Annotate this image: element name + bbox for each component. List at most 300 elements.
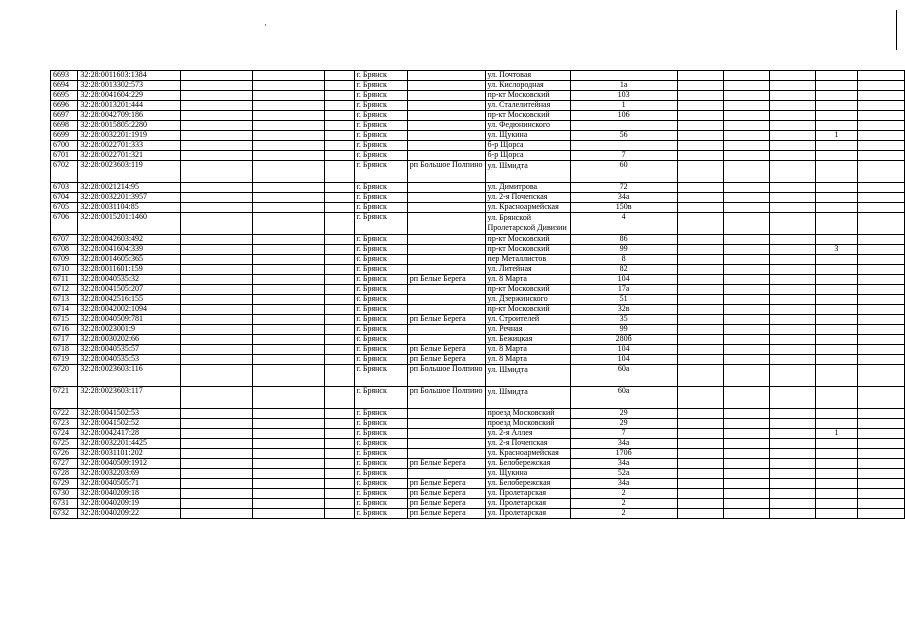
empty-cell-2: [253, 203, 325, 213]
empty-cell-3: [324, 499, 354, 509]
empty-cell-6: [769, 161, 815, 183]
empty-cell-1: [181, 213, 253, 235]
empty-cell-3: [324, 419, 354, 429]
empty-cell-7: [857, 285, 904, 295]
empty-cell-5: [723, 499, 769, 509]
empty-cell-2: [253, 255, 325, 265]
empty-cell-2: [253, 295, 325, 305]
empty-cell-7: [857, 355, 904, 365]
empty-cell-3: [324, 439, 354, 449]
empty-cell-5: [723, 121, 769, 131]
settlement-cell: [407, 151, 485, 161]
extra-number-cell: [815, 81, 857, 91]
city-cell: г. Брянск: [354, 449, 407, 459]
empty-cell-7: [857, 101, 904, 111]
empty-cell-4: [677, 265, 723, 275]
empty-cell-3: [324, 355, 354, 365]
empty-cell-2: [253, 151, 325, 161]
settlement-cell: [407, 265, 485, 275]
empty-cell-6: [769, 275, 815, 285]
building-cell: 60а: [570, 387, 677, 409]
building-cell: 29: [570, 419, 677, 429]
empty-cell-6: [769, 509, 815, 519]
cadastral-number-cell: 32:28:0031101:202: [78, 449, 181, 459]
empty-cell-1: [181, 509, 253, 519]
city-cell: г. Брянск: [354, 479, 407, 489]
empty-cell-5: [723, 335, 769, 345]
settlement-cell: [407, 111, 485, 121]
empty-cell-2: [253, 345, 325, 355]
empty-cell-7: [857, 509, 904, 519]
empty-cell-2: [253, 101, 325, 111]
settlement-cell: [407, 141, 485, 151]
row-number-cell: 6707: [51, 235, 78, 245]
row-number-cell: 6723: [51, 419, 78, 429]
empty-cell-1: [181, 275, 253, 285]
cadastral-number-cell: 32:28:0040535:32: [78, 275, 181, 285]
street-cell: ул. Красноармейская: [485, 449, 570, 459]
empty-cell-7: [857, 255, 904, 265]
building-cell: [570, 121, 677, 131]
empty-cell-4: [677, 355, 723, 365]
row-number-cell: 6725: [51, 439, 78, 449]
building-cell: 17а: [570, 285, 677, 295]
empty-cell-3: [324, 91, 354, 101]
street-cell: пр-кт Московский: [485, 111, 570, 121]
empty-cell-5: [723, 213, 769, 235]
cadastral-number-cell: 32:28:0032201:3957: [78, 193, 181, 203]
table-row: [51, 161, 905, 183]
empty-cell-5: [723, 325, 769, 335]
row-number-cell: 6729: [51, 479, 78, 489]
empty-cell-3: [324, 213, 354, 235]
empty-cell-7: [857, 305, 904, 315]
table-row: [51, 131, 905, 141]
street-cell: ул. Шмидта: [485, 161, 570, 183]
empty-cell-5: [723, 81, 769, 91]
table-row: [51, 325, 905, 335]
empty-cell-4: [677, 121, 723, 131]
settlement-cell: [407, 193, 485, 203]
empty-cell-4: [677, 325, 723, 335]
street-cell: ул. Почтовая: [485, 71, 570, 81]
city-cell: г. Брянск: [354, 499, 407, 509]
cadastral-number-cell: 32:28:0042417:28: [78, 429, 181, 439]
row-number-cell: 6724: [51, 429, 78, 439]
empty-cell-5: [723, 255, 769, 265]
empty-cell-7: [857, 71, 904, 81]
row-number-cell: 6693: [51, 71, 78, 81]
table-row: [51, 193, 905, 203]
empty-cell-6: [769, 213, 815, 235]
empty-cell-1: [181, 325, 253, 335]
empty-cell-2: [253, 459, 325, 469]
extra-number-cell: [815, 489, 857, 499]
settlement-cell: [407, 213, 485, 235]
settlement-cell: рп Белые Берега: [407, 345, 485, 355]
empty-cell-1: [181, 193, 253, 203]
empty-cell-7: [857, 131, 904, 141]
table-row: [51, 295, 905, 305]
empty-cell-5: [723, 345, 769, 355]
empty-cell-4: [677, 315, 723, 325]
table-row: [51, 459, 905, 469]
empty-cell-4: [677, 203, 723, 213]
cadastral-number-cell: 32:28:0041604:339: [78, 245, 181, 255]
settlement-cell: [407, 285, 485, 295]
building-cell: 7: [570, 429, 677, 439]
street-cell: ул. 2-я Почепская: [485, 193, 570, 203]
extra-number-cell: [815, 151, 857, 161]
empty-cell-4: [677, 439, 723, 449]
empty-cell-4: [677, 459, 723, 469]
empty-cell-6: [769, 265, 815, 275]
scan-speck: [265, 24, 266, 26]
city-cell: г. Брянск: [354, 111, 407, 121]
row-number-cell: 6694: [51, 81, 78, 91]
building-cell: 99: [570, 245, 677, 255]
empty-cell-3: [324, 235, 354, 245]
extra-number-cell: [815, 479, 857, 489]
empty-cell-7: [857, 387, 904, 409]
empty-cell-3: [324, 131, 354, 141]
street-cell: ул. Пролетарская: [485, 509, 570, 519]
empty-cell-1: [181, 161, 253, 183]
city-cell: г. Брянск: [354, 71, 407, 81]
empty-cell-6: [769, 183, 815, 193]
empty-cell-5: [723, 275, 769, 285]
empty-cell-7: [857, 295, 904, 305]
empty-cell-5: [723, 459, 769, 469]
empty-cell-5: [723, 151, 769, 161]
empty-cell-4: [677, 305, 723, 315]
extra-number-cell: [815, 235, 857, 245]
street-cell: ул. 8 Марта: [485, 275, 570, 285]
city-cell: г. Брянск: [354, 365, 407, 387]
empty-cell-7: [857, 499, 904, 509]
extra-number-cell: [815, 315, 857, 325]
row-number-cell: 6712: [51, 285, 78, 295]
row-number-cell: 6716: [51, 325, 78, 335]
extra-number-cell: [815, 265, 857, 275]
empty-cell-1: [181, 71, 253, 81]
settlement-cell: [407, 305, 485, 315]
cadastral-number-cell: 32:28:0041604:229: [78, 91, 181, 101]
table-row: [51, 235, 905, 245]
empty-cell-4: [677, 509, 723, 519]
building-cell: 29: [570, 409, 677, 419]
cadastral-number-cell: 32:28:0040535:57: [78, 345, 181, 355]
empty-cell-7: [857, 469, 904, 479]
table-row: [51, 213, 905, 235]
empty-cell-7: [857, 111, 904, 121]
extra-number-cell: [815, 459, 857, 469]
row-number-cell: 6705: [51, 203, 78, 213]
building-cell: 99: [570, 325, 677, 335]
cadastral-number-cell: 32:28:0023603:119: [78, 161, 181, 183]
empty-cell-3: [324, 365, 354, 387]
cadastral-number-cell: 32:28:0040535:53: [78, 355, 181, 365]
empty-cell-3: [324, 335, 354, 345]
table-row: [51, 305, 905, 315]
row-number-cell: 6704: [51, 193, 78, 203]
street-cell: ул. Брянской Пролетарской Дивизии: [485, 213, 570, 235]
building-cell: 86: [570, 235, 677, 245]
row-number-cell: 6728: [51, 469, 78, 479]
settlement-cell: [407, 183, 485, 193]
city-cell: г. Брянск: [354, 315, 407, 325]
building-cell: 104: [570, 275, 677, 285]
empty-cell-2: [253, 91, 325, 101]
empty-cell-6: [769, 141, 815, 151]
empty-cell-5: [723, 141, 769, 151]
empty-cell-3: [324, 81, 354, 91]
empty-cell-2: [253, 499, 325, 509]
empty-cell-5: [723, 245, 769, 255]
empty-cell-6: [769, 387, 815, 409]
empty-cell-1: [181, 335, 253, 345]
empty-cell-1: [181, 409, 253, 419]
table-row: [51, 409, 905, 419]
empty-cell-2: [253, 489, 325, 499]
empty-cell-2: [253, 81, 325, 91]
extra-number-cell: [815, 141, 857, 151]
empty-cell-2: [253, 235, 325, 245]
empty-cell-2: [253, 71, 325, 81]
building-cell: 1а: [570, 81, 677, 91]
street-cell: ул. Щукина: [485, 131, 570, 141]
empty-cell-1: [181, 439, 253, 449]
building-cell: 52а: [570, 469, 677, 479]
empty-cell-5: [723, 265, 769, 275]
empty-cell-5: [723, 469, 769, 479]
cadastral-number-cell: 32:28:0040209:18: [78, 489, 181, 499]
settlement-cell: рп Большое Полпино: [407, 161, 485, 183]
building-cell: 35: [570, 315, 677, 325]
empty-cell-6: [769, 101, 815, 111]
row-number-cell: 6722: [51, 409, 78, 419]
empty-cell-3: [324, 275, 354, 285]
city-cell: г. Брянск: [354, 419, 407, 429]
street-cell: пр-кт Московский: [485, 285, 570, 295]
empty-cell-3: [324, 345, 354, 355]
extra-number-cell: [815, 449, 857, 459]
extra-number-cell: [815, 91, 857, 101]
empty-cell-2: [253, 509, 325, 519]
empty-cell-7: [857, 335, 904, 345]
extra-number-cell: [815, 193, 857, 203]
empty-cell-3: [324, 305, 354, 315]
city-cell: г. Брянск: [354, 151, 407, 161]
cadastral-number-cell: 32:28:0040509:1912: [78, 459, 181, 469]
empty-cell-1: [181, 245, 253, 255]
empty-cell-2: [253, 479, 325, 489]
city-cell: г. Брянск: [354, 275, 407, 285]
empty-cell-5: [723, 449, 769, 459]
empty-cell-3: [324, 459, 354, 469]
street-cell: ул. Кислородная: [485, 81, 570, 91]
settlement-cell: [407, 409, 485, 419]
empty-cell-1: [181, 365, 253, 387]
empty-cell-3: [324, 325, 354, 335]
row-number-cell: 6699: [51, 131, 78, 141]
settlement-cell: [407, 245, 485, 255]
settlement-cell: [407, 81, 485, 91]
empty-cell-6: [769, 365, 815, 387]
settlement-cell: [407, 439, 485, 449]
empty-cell-4: [677, 469, 723, 479]
empty-cell-7: [857, 489, 904, 499]
empty-cell-2: [253, 305, 325, 315]
empty-cell-1: [181, 255, 253, 265]
empty-cell-4: [677, 295, 723, 305]
empty-cell-1: [181, 387, 253, 409]
empty-cell-5: [723, 387, 769, 409]
empty-cell-3: [324, 469, 354, 479]
row-number-cell: 6700: [51, 141, 78, 151]
extra-number-cell: 1: [815, 429, 857, 439]
empty-cell-4: [677, 81, 723, 91]
empty-cell-1: [181, 315, 253, 325]
empty-cell-5: [723, 429, 769, 439]
empty-cell-2: [253, 275, 325, 285]
settlement-cell: рп Белые Берега: [407, 275, 485, 285]
row-number-cell: 6710: [51, 265, 78, 275]
empty-cell-5: [723, 419, 769, 429]
cadastral-number-cell: 32:28:0041505:207: [78, 285, 181, 295]
building-cell: [570, 71, 677, 81]
empty-cell-1: [181, 429, 253, 439]
cadastral-number-cell: 32:28:0014605:365: [78, 255, 181, 265]
row-number-cell: 6717: [51, 335, 78, 345]
extra-number-cell: [815, 335, 857, 345]
building-cell: 104: [570, 345, 677, 355]
extra-number-cell: [815, 285, 857, 295]
settlement-cell: [407, 235, 485, 245]
settlement-cell: рп Белые Берега: [407, 489, 485, 499]
extra-number-cell: [815, 295, 857, 305]
empty-cell-4: [677, 387, 723, 409]
city-cell: г. Брянск: [354, 161, 407, 183]
city-cell: г. Брянск: [354, 335, 407, 345]
city-cell: г. Брянск: [354, 387, 407, 409]
empty-cell-2: [253, 111, 325, 121]
empty-cell-6: [769, 255, 815, 265]
city-cell: г. Брянск: [354, 203, 407, 213]
register-table: [50, 70, 905, 519]
building-cell: 82: [570, 265, 677, 275]
empty-cell-5: [723, 111, 769, 121]
empty-cell-4: [677, 235, 723, 245]
empty-cell-4: [677, 489, 723, 499]
empty-cell-7: [857, 409, 904, 419]
table-row: [51, 345, 905, 355]
empty-cell-4: [677, 365, 723, 387]
empty-cell-2: [253, 439, 325, 449]
empty-cell-7: [857, 81, 904, 91]
street-cell: ул. Бежицкая: [485, 335, 570, 345]
empty-cell-2: [253, 335, 325, 345]
cadastral-number-cell: 32:28:0022701:333: [78, 141, 181, 151]
settlement-cell: рп Белые Берега: [407, 509, 485, 519]
city-cell: г. Брянск: [354, 81, 407, 91]
empty-cell-6: [769, 111, 815, 121]
row-number-cell: 6708: [51, 245, 78, 255]
settlement-cell: рп Белые Берега: [407, 459, 485, 469]
street-cell: ул. 2-я Почепская: [485, 439, 570, 449]
city-cell: г. Брянск: [354, 459, 407, 469]
empty-cell-5: [723, 91, 769, 101]
street-cell: б-р Щорса: [485, 151, 570, 161]
city-cell: г. Брянск: [354, 305, 407, 315]
empty-cell-4: [677, 275, 723, 285]
empty-cell-1: [181, 183, 253, 193]
empty-cell-4: [677, 285, 723, 295]
empty-cell-7: [857, 419, 904, 429]
cadastral-number-cell: 32:28:0041502:53: [78, 409, 181, 419]
extra-number-cell: [815, 365, 857, 387]
table-row: [51, 469, 905, 479]
empty-cell-5: [723, 161, 769, 183]
empty-cell-5: [723, 305, 769, 315]
empty-cell-7: [857, 151, 904, 161]
cadastral-number-cell: 32:28:0015201:1460: [78, 213, 181, 235]
empty-cell-6: [769, 355, 815, 365]
empty-cell-7: [857, 275, 904, 285]
empty-cell-3: [324, 151, 354, 161]
city-cell: г. Брянск: [354, 409, 407, 419]
cadastral-number-cell: 32:28:0021214:95: [78, 183, 181, 193]
table-row: [51, 81, 905, 91]
row-number-cell: 6713: [51, 295, 78, 305]
building-cell: 72: [570, 183, 677, 193]
street-cell: пр-кт Московский: [485, 91, 570, 101]
extra-number-cell: [815, 439, 857, 449]
cadastral-number-cell: 32:28:0040509:781: [78, 315, 181, 325]
empty-cell-6: [769, 121, 815, 131]
empty-cell-3: [324, 479, 354, 489]
table-row: [51, 419, 905, 429]
city-cell: г. Брянск: [354, 295, 407, 305]
empty-cell-6: [769, 315, 815, 325]
table-row: [51, 245, 905, 255]
settlement-cell: [407, 469, 485, 479]
empty-cell-5: [723, 315, 769, 325]
city-cell: г. Брянск: [354, 131, 407, 141]
empty-cell-1: [181, 419, 253, 429]
empty-cell-1: [181, 265, 253, 275]
row-number-cell: 6731: [51, 499, 78, 509]
row-number-cell: 6715: [51, 315, 78, 325]
empty-cell-1: [181, 151, 253, 161]
empty-cell-7: [857, 141, 904, 151]
street-cell: ул. Шмидта: [485, 365, 570, 387]
empty-cell-1: [181, 305, 253, 315]
settlement-cell: [407, 203, 485, 213]
street-cell: ул. Щукина: [485, 469, 570, 479]
empty-cell-5: [723, 489, 769, 499]
cadastral-number-cell: 32:28:0041502:52: [78, 419, 181, 429]
street-cell: ул. Белобережская: [485, 459, 570, 469]
register-rows: [51, 71, 905, 519]
extra-number-cell: [815, 345, 857, 355]
empty-cell-4: [677, 245, 723, 255]
settlement-cell: [407, 429, 485, 439]
street-cell: ул. Пролетарская: [485, 499, 570, 509]
empty-cell-1: [181, 469, 253, 479]
city-cell: г. Брянск: [354, 469, 407, 479]
table-row: [51, 265, 905, 275]
